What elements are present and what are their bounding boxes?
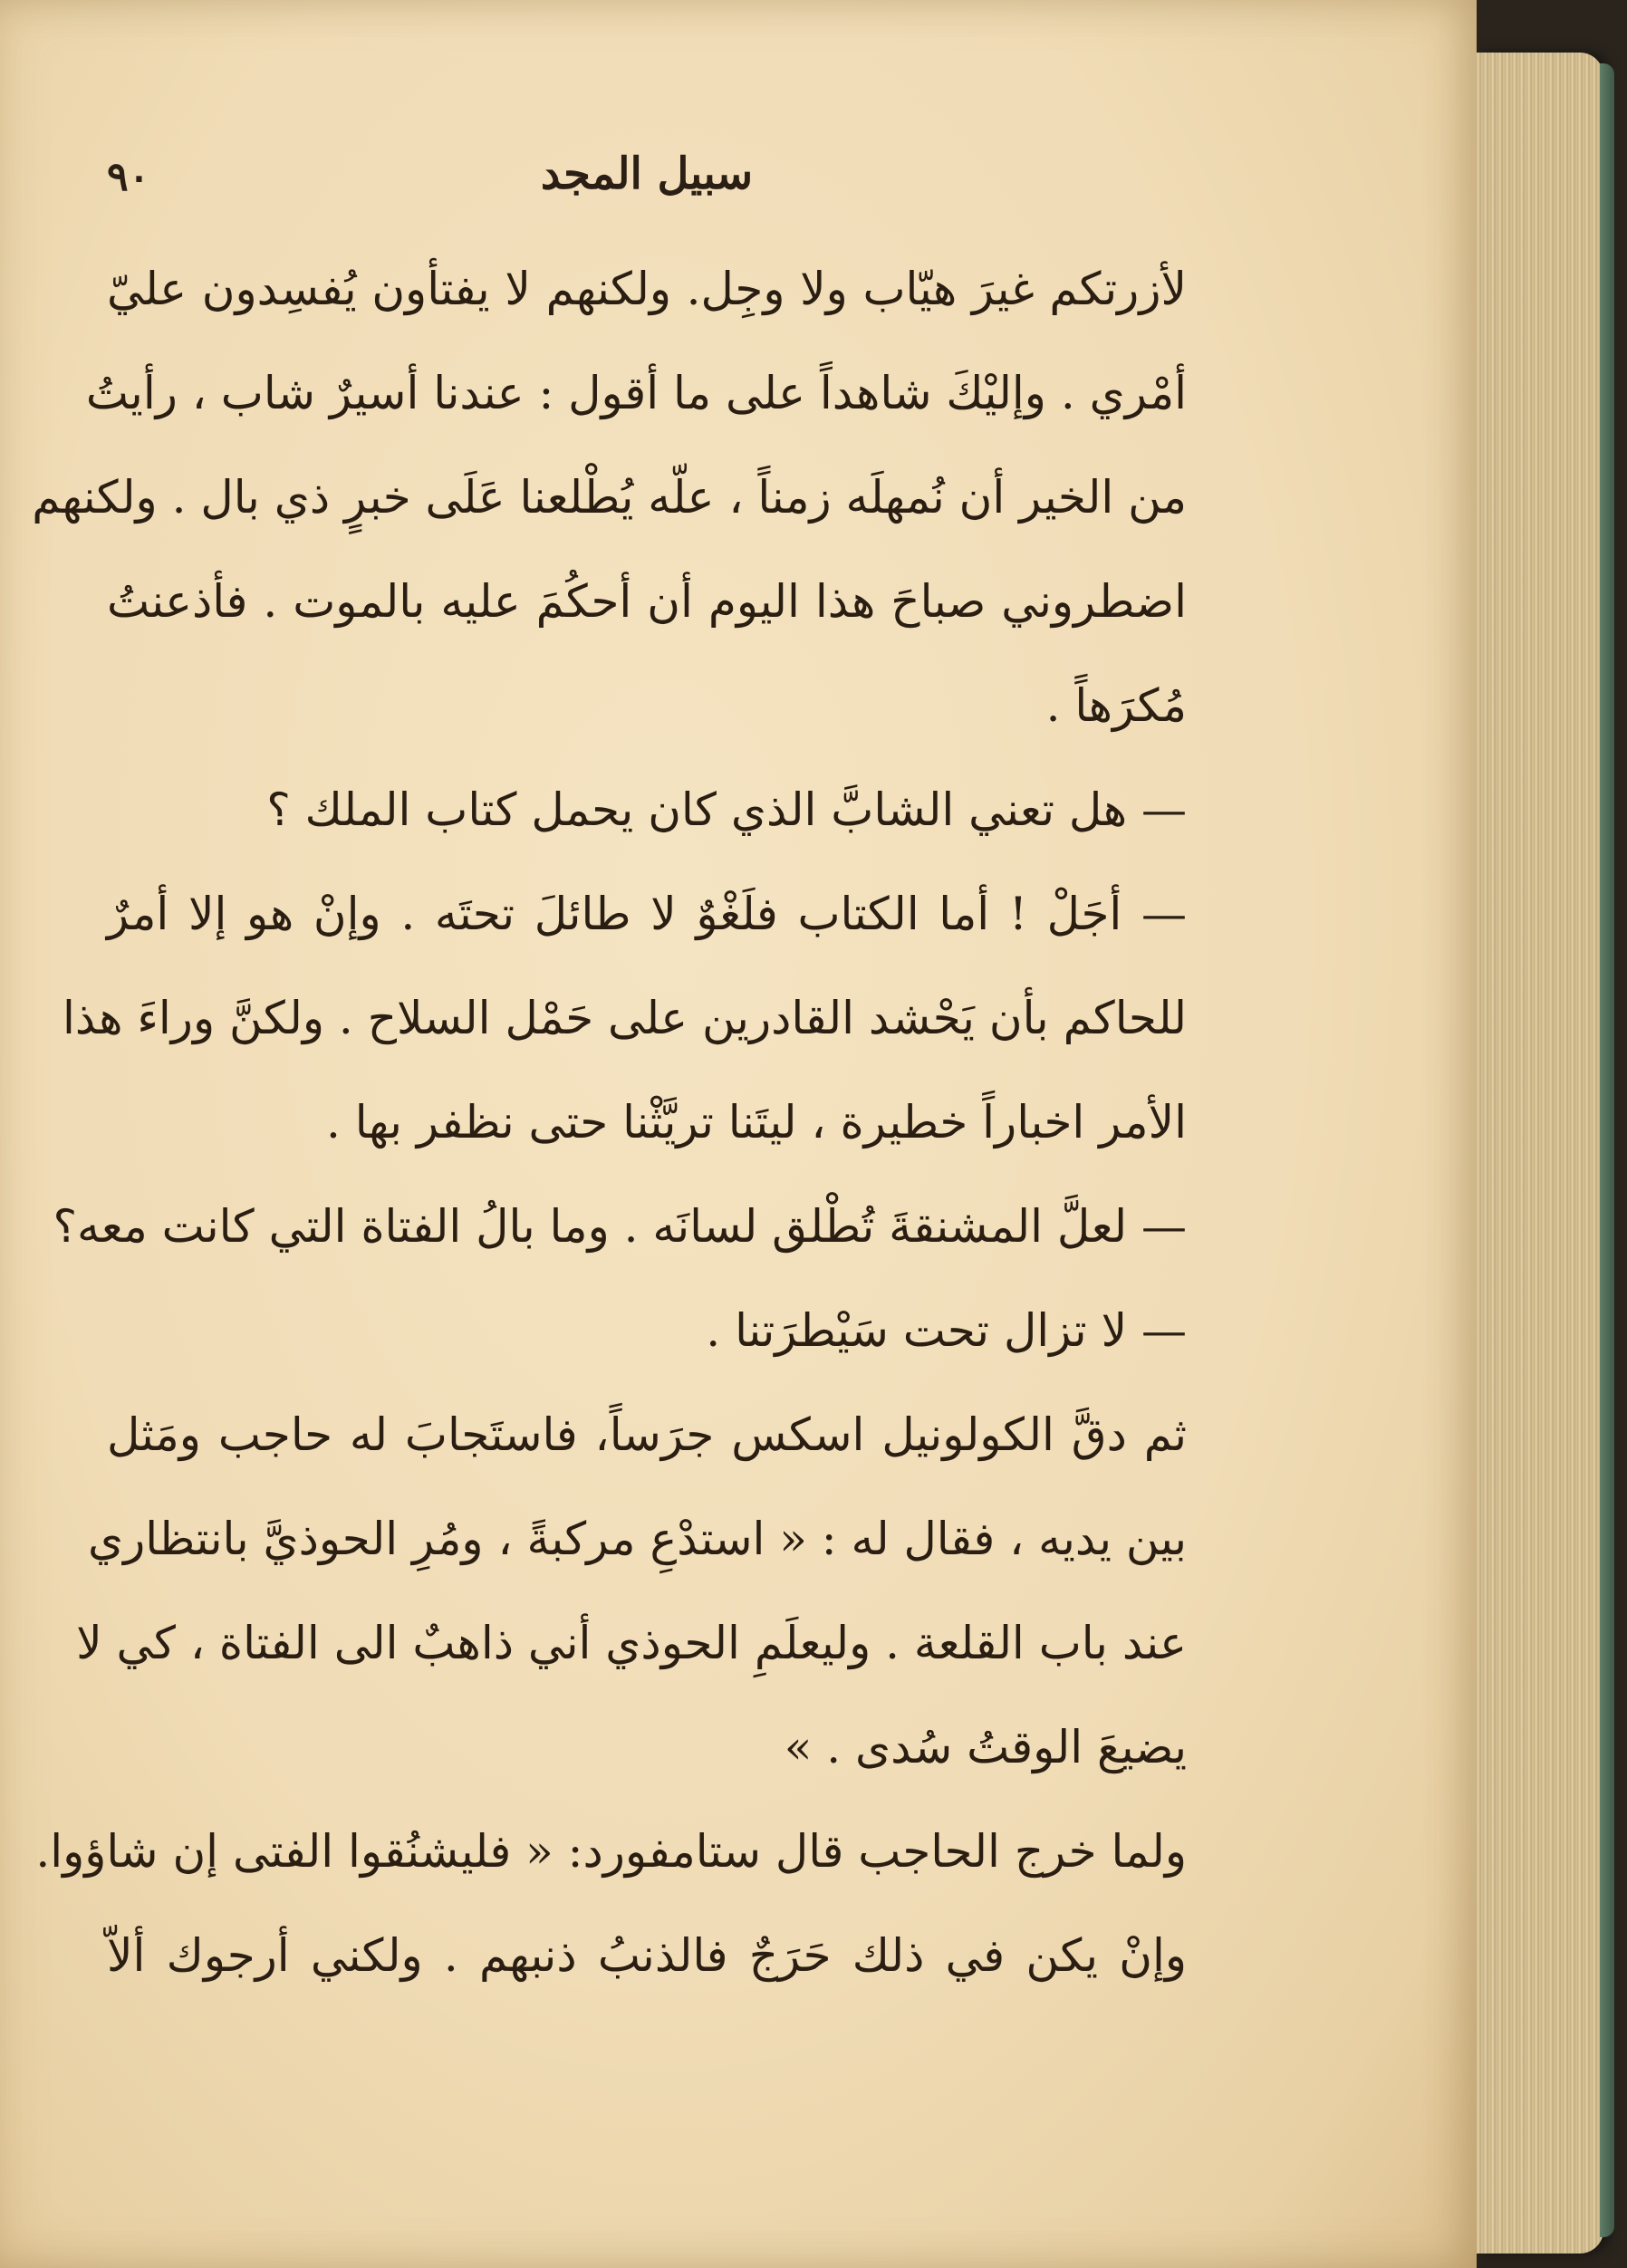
running-title: سبيل المجد	[540, 149, 754, 199]
text-line: للحاكم بأن يَحْشد القادرين على حَمْل السلاح . ولكنَّ وراءَ هذا	[63, 992, 1187, 1044]
dialogue-line: — لا تزال تحت سَيْطرَتنا .	[706, 1304, 1187, 1357]
text-line: مُكرَهاً .	[1045, 679, 1187, 732]
text-line: اضطروني صباحَ هذا اليوم أن أحكُمَ عليه بالموت . فأذعنتُ	[107, 575, 1187, 628]
page-edges	[1477, 53, 1603, 2254]
text-line: بين يديه ، فقال له : « استدْعِ مركبةً ، ومُرِ الحوذيَّ بانتظاري	[87, 1513, 1187, 1565]
text-line: ثم دقَّ الكولونيل اسكس جرَساً، فاستَجابَ له حاجب ومَثل	[107, 1408, 1187, 1461]
text-line: لأزرتكم غيرَ هيّاب ولا وجِل. ولكنهم لا يفتأون يُفسِدون عليّ	[107, 263, 1187, 315]
dialogue-line: — هل تعني الشابَّ الذي كان يحمل كتاب الملك ؟	[266, 783, 1187, 836]
text-line: ولما خرج الحاجب قال ستامفورد: « فليشنُقوا الفتى إن شاؤوا.	[35, 1825, 1187, 1878]
text-line: أمْري . وإليْكَ شاهداً على ما أقول : عندنا أسيرٌ شاب ، رأيتُ	[85, 367, 1187, 419]
text-line: الأمر اخباراً خطيرة ، ليتَنا تريَّثْنا حتى نظفر بها .	[325, 1096, 1187, 1148]
book-cover-edge	[1600, 63, 1614, 2237]
dialogue-line: — أجَلْ ! أما الكتاب فلَغْوٌ لا طائلَ تحتَه . وإنْ هو إلا أمرٌ	[107, 888, 1187, 940]
text-line: وإنْ يكن في ذلك حَرَجٌ فالذنبُ ذنبهم . ولكني أرجوك ألاّ	[107, 1929, 1187, 1982]
text-line: من الخير أن نُمهلَه زمناً ، علّه يُطْلعنا عَلَى خبرٍ ذي بال . ولكنهم	[32, 471, 1187, 524]
body-text	[32, 237, 1187, 2008]
text-line: يضيعَ الوقتُ سُدى . »	[784, 1721, 1187, 1773]
dialogue-line: — لعلَّ المشنقةَ تُطْلق لسانَه . وما بالُ الفتاة التي كانت معه؟	[53, 1200, 1187, 1253]
text-line: عند باب القلعة . وليعلَمِ الحوذي أني ذاهبٌ الى الفتاة ، كي لا	[76, 1617, 1187, 1669]
page-header	[107, 136, 1187, 217]
page-number: ٩٠	[107, 154, 150, 200]
